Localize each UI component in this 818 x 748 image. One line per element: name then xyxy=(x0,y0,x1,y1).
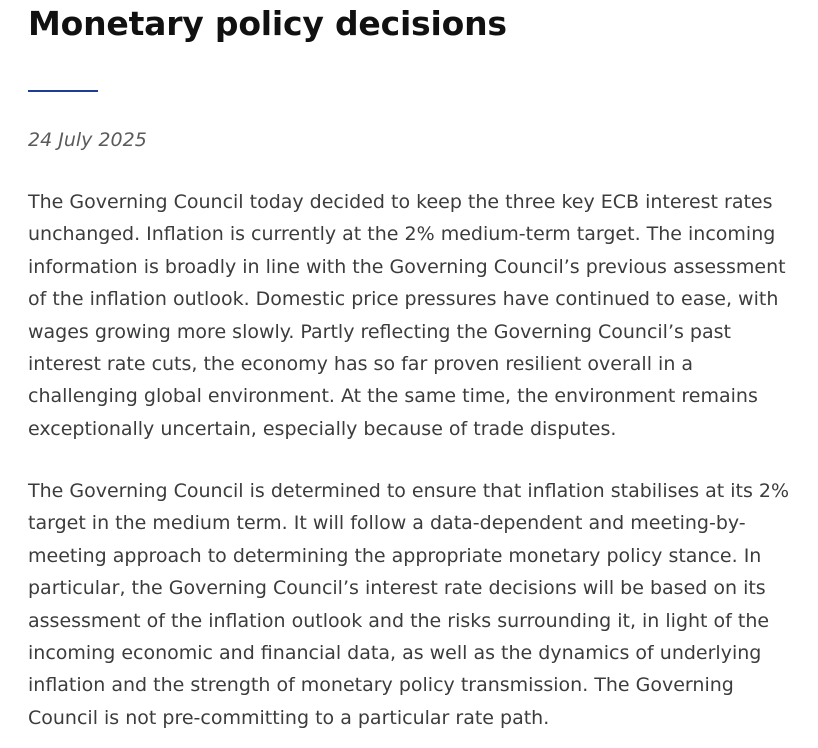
paragraph-line: wages growing more slowly. Partly reflecting the Governing Council’s past xyxy=(28,320,731,343)
paragraph-line: assessment of the inflation outlook and the risks surrounding it, in light of the xyxy=(28,609,770,632)
paragraph-line: particular, the Governing Council’s interest rate decisions will be based on its xyxy=(28,577,766,600)
paragraph-line: interest rate cuts, the economy has so far proven resilient overall in a xyxy=(28,353,694,376)
page-title: Monetary policy decisions xyxy=(28,4,507,43)
paragraph-line: of the inflation outlook. Domestic price pressures have continued to ease, with xyxy=(28,288,779,311)
paragraph-line: exceptionally uncertain, especially because of trade disputes. xyxy=(28,417,617,440)
paragraph-line: meeting approach to determining the appropriate monetary policy stance. In xyxy=(28,544,762,567)
paragraph-line: information is broadly in line with the Governing Council’s previous assessment xyxy=(28,255,786,278)
paragraph-line: challenging global environment. At the same time, the environment remains xyxy=(28,385,758,408)
paragraph-line: inflation and the strength of monetary policy transmission. The Governing xyxy=(28,674,734,697)
title-divider xyxy=(28,90,98,92)
paragraph-line: target in the medium term. It will follow a data-dependent and meeting-by- xyxy=(28,512,746,535)
paragraph-2 xyxy=(28,475,789,734)
paragraph-line: incoming economic and financial data, as well as the dynamics of underlying xyxy=(28,642,762,665)
paragraph-line: The Governing Council today decided to keep the three key ECB interest rates xyxy=(28,191,773,213)
paragraph-line: Council is not pre-committing to a particular rate path. xyxy=(28,706,550,729)
paragraph-line: The Governing Council is determined to ensure that inflation stabilises at its 2% xyxy=(28,480,790,502)
publication-date: 24 July 2025 xyxy=(28,129,147,151)
paragraph-1 xyxy=(28,186,786,445)
paragraph-line: unchanged. Inflation is currently at the 2% medium-term target. The incoming xyxy=(28,223,776,246)
